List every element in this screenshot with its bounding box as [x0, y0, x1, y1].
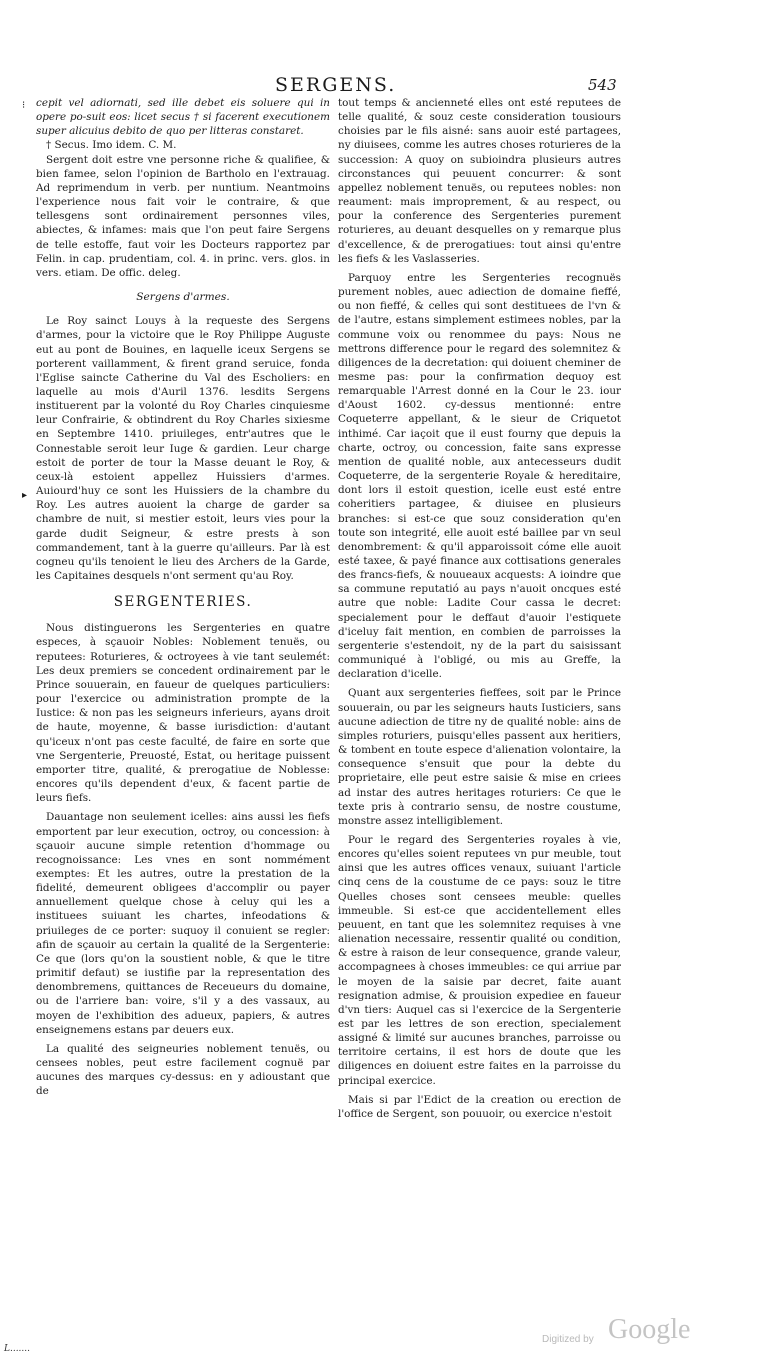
paragraph: Quant aux sergenteries fieffees, soit par le Prince souuerain, ou par les seigneurs hauts Iusticiers, sans aucune adiection de titre ny de qualité noble: ains de simples roturiers, puisqu'elles passent aux heritiers, & tombent en toute espece d'alienation volontaire, la consequence s'ensuit que pour la debte du proprietaire, elle peut estre saisie & mise en criees ad instar des autres heritages roturiers: Ce que le texte pris à contrario sensu, de nostre coustume, monstre assez intelligiblement. [338, 687, 621, 827]
running-title: SERGENS. [275, 74, 397, 96]
margin-marker: ⁝ [22, 100, 26, 111]
margin-pointer-icon: ▸ [22, 490, 28, 501]
marginal-note: † Secus. Imo idem. C. M. [46, 139, 177, 152]
paragraph: La qualité des seigneuries noblement tenuës, ou censees nobles, peut estre facilement cognuë par aucunes des marques cy-dessus: en y adioustant que de [36, 1042, 330, 1098]
google-logo: Google [608, 1314, 691, 1345]
watermark-prefix: Digitized by [542, 1334, 594, 1345]
latin-citation: cepit vel adiornati, sed ille debet eis soluere qui in opere po-suit eos: licet secus † si facerent executionem super alicuius debito de quo per litteras constaret. [36, 97, 330, 138]
left-column [36, 96, 330, 1098]
paragraph: Le Roy sainct Louys à la requeste des Sergens d'armes, pour la victoire que le Roy Philippe Auguste eut au pont de Bouines, en laquelle iceux Sergens se porterent vaillamment, & firent grand seruice, fonda l'Eglise saincte Catherine du Val des Escholiers: en laquelle au mois d'Auril 1376. lesdits Sergens instituerent par la volonté du Roy Charles cinquiesme leur Confrairie, & obtindrent du Roy Charles sixiesme en Septembre 1410. priuileges, entr'autres que le Connestable seroit leur Iuge & gardien. Leur charge estoit de porter de tour la Masse deuant le Roy, & ceux-là estoient appellez Huissiers d'armes. Auiourd'huy ce sont les Huissiers de la chambre du Roy. Les autres auoient la charge de garder sa chambre de nuit, si mestier estoit, leurs vies pour la garde dudit Seigneur, & estre prests à son commandement, tant à la guerre qu'ailleurs. Par là est cogneu qu'ils tenoient le lieu des Archers de la Garde, les Capitaines desquels n'ont serment qu'au Roy. [36, 315, 330, 582]
paragraph: Parquoy entre les Sergenteries recognuës purement nobles, auec adiection de domaine fieffé, ou non fieffé, & celles qui sont destituees de l'vn & de l'autre, estans simplement estimees nobles, par la commune voix ou renommee du pays: Nous ne mettrons difference pour le regard des solemnitez & diligences de la decretation: qui doiuent cheminer de mesme pas: pour la confirmation dequoy est remarquable l'Arrest donné en la Cour le 23. iour d'Aoust 1602. cy-dessus mentionné: entre Coqueterre appellant, & le sieur de Criquetot inthimé. Car iaçoit que il eust fourny que depuis la charte, octroy, ou concession, faite sans expresse mention de qualité noble, aux antecesseurs dudit Coqueterre, de la sergenterie Royale & hereditaire, dont lors il estoit question, icelle eust esté entre coheritiers partagee, & diuisee en plusieurs branches: si est-ce que souz consideration qu'en toute son integrité, elle auoit esté baillee par vn seul denombrement: & qu'il apparoissoit cóme elle auoit esté taxee, & payé finance aux cottisations generales des francs-fiefs, & nouueaux acquests: A ioindre que sa commune reputatió au pays n'auoit oncques esté autre que noble: Ladite Cour cassa le decret: specialement pour le deffaut d'auoir l'estiquete d'iceluy fait mention, en combien de parroisses la sergenterie s'estendoit, ny de la part du saisissant communiqué à l'obligé, ou mis au Greffe, la declaration d'icelle. [338, 271, 621, 681]
sub-heading: Sergens d'armes. [136, 291, 230, 304]
page-number: 543 [588, 76, 617, 94]
paragraph: Sergent doit estre vne personne riche & qualifiee, & bien famee, selon l'opinion de Bartholo en l'extrauag. Ad reprimendum in verb. per nuntium. Neantmoins l'experience nous fait voir le contraire, & que tellesgens sont ordinairement personnes viles, abiectes, & infames: mais que l'on peut faire Sergens de telle estoffe, faut voir les Docteurs rapportez par Felin. in cap. prudentiam, col. 4. in princ. vers. glos. in vers. etiam. De offic. deleg. [36, 153, 330, 279]
page-header [0, 74, 781, 98]
paragraph: Pour le regard des Sergenteries royales à vie, encores qu'elles soient reputees vn pur meuble, tout ainsi que les autres offices venaux, suiuant l'article cinq cens de la coustume de ce pays: souz le titre Quelles choses sont censees meuble: quelles immeuble. Si est-ce que accidentellement elles peuuent, en tant que les solemnitez requises à vne alienation necessaire, ressentir qualité ou condition, & estre à raison de leur consequence, grande valeur, accompagnees à choses immeubles: ce qui arriue par le moyen de la saisie par decret, faite auant resignation admise, & prouision expediee en faueur d'vn tiers: Auquel cas si l'exercice de la Sergenterie est par les lettres de son erection, specialement assigné & limité sur aucunes branches, parroisse ou territoire certains, il est hors de doute que les diligences en doiuent estre faites en la parroisse du principal exercice. [338, 833, 621, 1087]
paragraph: Nous distinguerons les Sergenteries en quatre especes, à sçauoir Nobles: Noblement tenuës, ou reputees: Roturieres, & octroyees à vie tant seulemét: Les deux premiers se concedent ordinairement par le Prince souuerain, en faueur de quelques particuliers: pour l'exercice ou administration prompte de la Iustice: & non pas les seigneurs inferieurs, ayans droit de haute, moyenne, & basse iurisdiction: d'autant qu'iceux n'ont pas ceste faculté, de faire en sorte que vne Sergenterie, Preuosté, Estat, ou heritage puissent emporter titre, qualité, & prerogatiue de Noblesse: encores qu'ils dependent d'eux, & facent partie de leurs fiefs. [36, 622, 330, 805]
section-title: SERGENTERIES. [113, 594, 253, 611]
paragraph: Dauantage non seulement icelles: ains aussi les fiefs emportent par leur execution, octroy, ou concession: à sçauoir aucune simple retention d'hommage ou recognoissance: Les vnes en sont nommément exemptes: Et les autres, outre la prestation de la fidelité, demeurent obligees d'accomplir ou payer annuellement quelque chose à celuy qui les a instituees suiuant les chartes, infeodations & priuileges de ce porter: suquoy il conuient se regler: afin de sçauoir au certain la qualité de la Sergenterie: Ce que (lors qu'on la soustient noble, & que le titre primitif defaut) se iustifie par la representation des denombremens, quittances de Receueurs du domaine, ou de l'arriere ban: voire, s'il y a des vassaux, au moyen de l'exhibition des adueux, papiers, & autres enseignemens estans par deuers eux. [36, 811, 330, 1036]
digitized-watermark [542, 1314, 722, 1354]
right-column [338, 96, 621, 1121]
paragraph: Mais si par l'Edict de la creation ou erection de l'office de Sergent, son pouuoir, ou exercice n'estoit [338, 1093, 621, 1120]
footer-fragment: L....... [4, 1344, 31, 1354]
paragraph: tout temps & ancienneté elles ont esté reputees de telle qualité, & souz ceste consideration tousiours choisies par le fils aisné: sans auoir esté partagees, ny diuisees, comme les autres choses roturieres de la succession: A quoy on subioindra plusieurs autres circonstances qui peuuent concurrer: & sont appellez noblement tenuës, ou reputees nobles: non reaument: mais improprement, & au respect, ou pour la conference des Sergenteries purement roturieres, au deuant desquelles on y remarque plus d'excellence, & de prerogatiues: tout ainsi qu'entre les fiefs & les Vaslasseries. [338, 97, 621, 265]
